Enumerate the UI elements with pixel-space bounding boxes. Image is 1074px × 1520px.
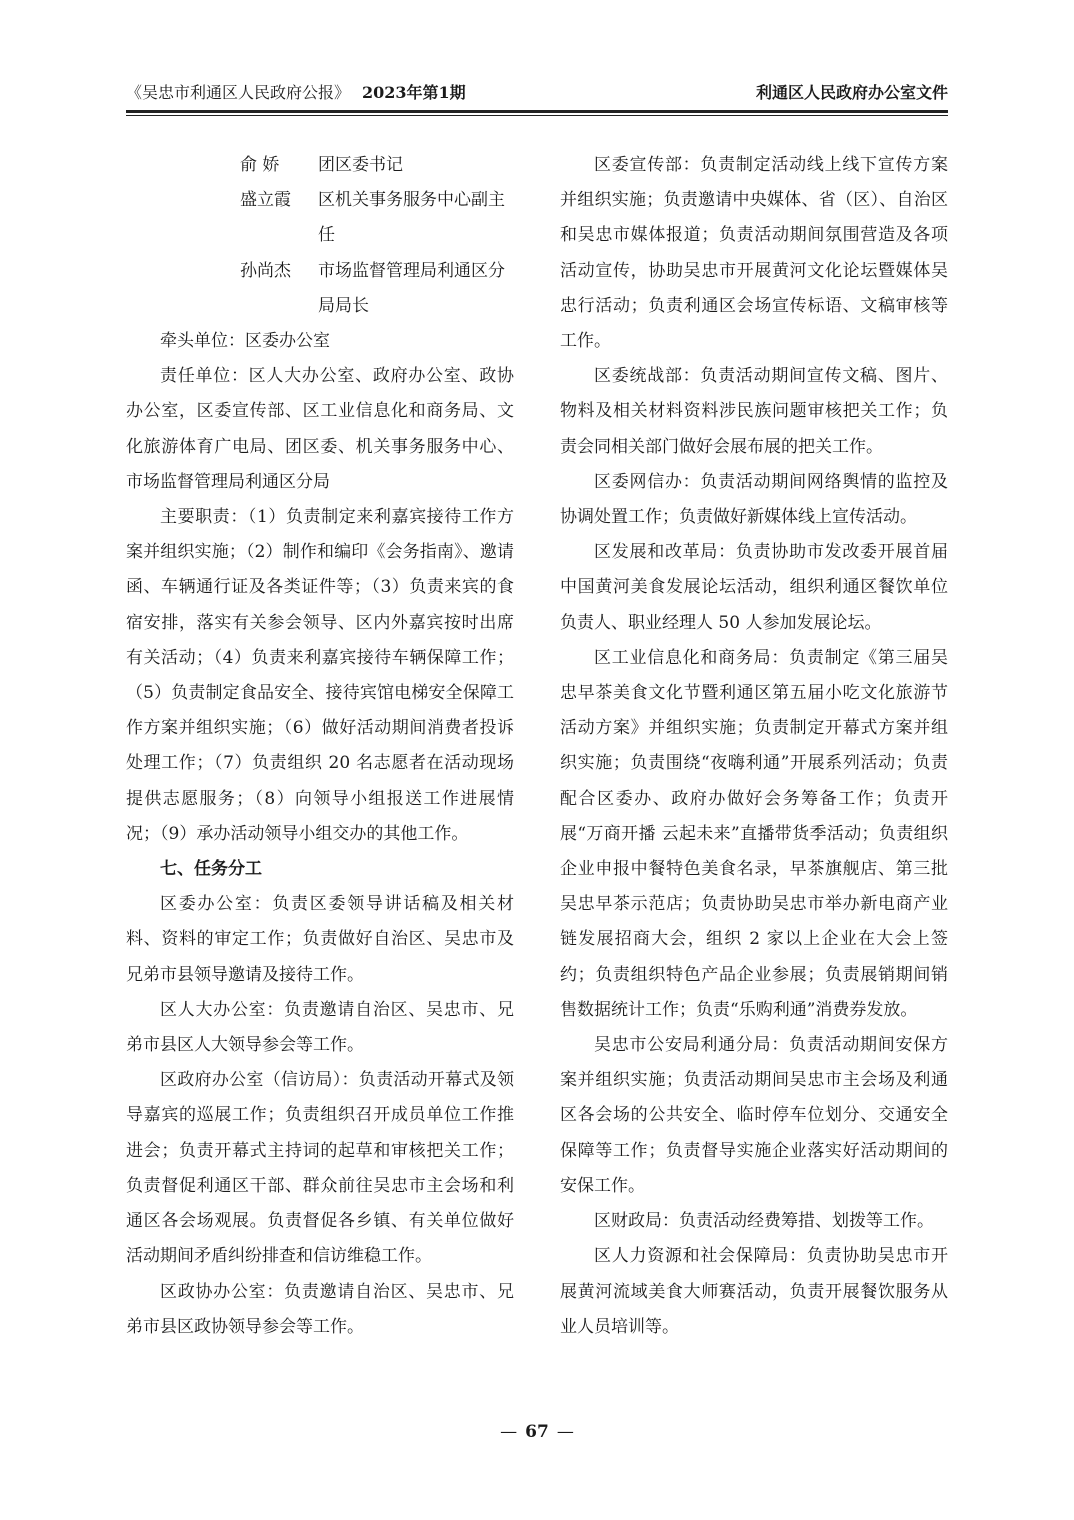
- member-role: 市场监督管理局利通区分局局长: [318, 260, 505, 316]
- page-dash-right: —: [556, 1422, 574, 1442]
- task-paragraph: 区委宣传部：负责制定活动线上线下宣传方案并组织实施；负责邀请中央媒体、省（区）、自治区和吴忠市媒体报道；负责活动期间氛围营造及各项活动宣传，协助吴忠市开展黄河文化论坛暨媒体吴忠行活动；负责利通区会场宣传标语、文稿审核等工作。: [560, 155, 948, 352]
- section-title: 利通区人民政府办公室文件: [755, 83, 948, 102]
- header-rule-thin: [126, 115, 948, 116]
- task-paragraph: 区委统战部：负责活动期间宣传文稿、图片、物料及相关材料资料涉民族问题审核把关工作；负责会同相关部门做好会展布展的把关工作。: [560, 366, 948, 457]
- member-row: [126, 148, 514, 183]
- main-duties: 主要职责：（1）负责制定来利嘉宾接待工作方案并组织实施；（2）制作和编印《会务指南》、邀请函、车辆通行证及各类证件等；（3）负责来宾的食宿安排，落实有关参会领导、区内外嘉宾按时出席有关活动；（4）负责来利嘉宾接待车辆保障工作；（5）负责制定食品安全、接待宾馆电梯安全保障工作方案并组织实施；（6）做好活动期间消费者投诉处理工作；（7）负责组织 20 名志愿者在活动现场提供志愿服务；（8）向领导小组报送工作进展情况；（9）承办活动领导小组交办的其他工作。: [126, 507, 514, 844]
- member-row: [126, 183, 514, 253]
- task-paragraph: 区政协办公室：负责邀请自治区、吴忠市、兄弟市县区政协领导参会等工作。: [126, 1281, 514, 1337]
- task-paragraph: 区人力资源和社会保障局：负责协助吴忠市开展黄河流域美食大师赛活动，负责开展餐饮服务从业人员培训等。: [560, 1246, 948, 1337]
- page-number-value: 67: [525, 1422, 549, 1442]
- member-row: [126, 254, 514, 324]
- right-column: [560, 148, 948, 1345]
- task-paragraph: 区人大办公室：负责邀请自治区、吴忠市、兄弟市县区人大领导参会等工作。: [126, 999, 514, 1056]
- journal-name: 《吴忠市利通区人民政府公报》: [126, 83, 351, 102]
- page-header: [126, 80, 948, 106]
- task-paragraph: 区工业信息化和商务局：负责制定《第三届吴忠早茶美食文化节暨利通区第五届小吃文化旅游节活动方案》并组织实施；负责制定开幕式方案并组织实施；负责围绕“夜嗨利通”开展系列活动；负责配合区委办、政府办做好会务筹备工作；负责开展“万商开播 云起未来”直播带货季活动；负责组织企业申报中餐特色美食名录，早茶旗舰店、第三批吴忠早茶示范店；负责协助吴忠市举办新电商产业链发展招商大会，组织 2 家以上企业在大会上签约；负责组织特色产品企业参展；负责展销期间销售数据统计工作；负责“乐购利通”消费券发放。: [560, 647, 948, 1020]
- member-role: 区机关事务服务中心副主任: [318, 190, 505, 246]
- page-number: [0, 1422, 1074, 1442]
- task-paragraph: 区财政局：负责活动经费筹措、划拨等工作。: [594, 1211, 934, 1232]
- responsible-units: 责任单位：区人大办公室、政府办公室、政协办公室，区委宣传部、区工业信息化和商务局、文化旅游体育广电局、团区委、机关事务服务中心、市场监督管理局利通区分局: [126, 366, 514, 492]
- task-paragraph: 区政府办公室（信访局）：负责活动开幕式及领导嘉宾的巡展工作；负责组织召开成员单位工作推进会；负责开幕式主持词的起草和审核把关工作；负责督促利通区干部、群众前往吴忠市主会场和利通区各会场观展。负责督促各乡镇、有关单位做好活动期间矛盾纠纷排查和信访维稳工作。: [126, 1070, 514, 1267]
- task-paragraph: 区委办公室：负责区委领导讲话稿及相关材料、资料的审定工作；负责做好自治区、吴忠市及兄弟市县领导邀请及接待工作。: [126, 894, 514, 985]
- page-dash-left: —: [500, 1422, 518, 1442]
- task-paragraph: 区委网信办：负责活动期间网络舆情的监控及协调处置工作；负责做好新媒体线上宣传活动。: [560, 471, 948, 528]
- lead-unit: 牵头单位：区委办公室: [160, 331, 330, 352]
- member-name: 盛立霞: [240, 190, 291, 211]
- member-name: 俞 娇: [240, 155, 280, 175]
- task-paragraph: 吴忠市公安局利通分局：负责活动期间安保方案并组织实施；负责活动期间吴忠市主会场及利通区各会场的公共安全、临时停车位划分、交通安全保障等工作；负责督导实施企业落实好活动期间的安保工作。: [560, 1035, 948, 1196]
- header-rule-thick: [126, 110, 948, 113]
- member-role: 团区委书记: [318, 155, 403, 175]
- task-paragraph: 区发展和改革局：负责协助市发改委开展首届中国黄河美食发展论坛活动，组织利通区餐饮单位负责人、职业经理人 50 人参加发展论坛。: [560, 542, 948, 633]
- section-heading: 七、任务分工: [160, 859, 262, 880]
- journal-title: [126, 80, 466, 106]
- member-name: 孙尚杰: [240, 260, 291, 281]
- issue-number: 2023年第1期: [362, 83, 466, 102]
- left-column: [126, 148, 514, 1345]
